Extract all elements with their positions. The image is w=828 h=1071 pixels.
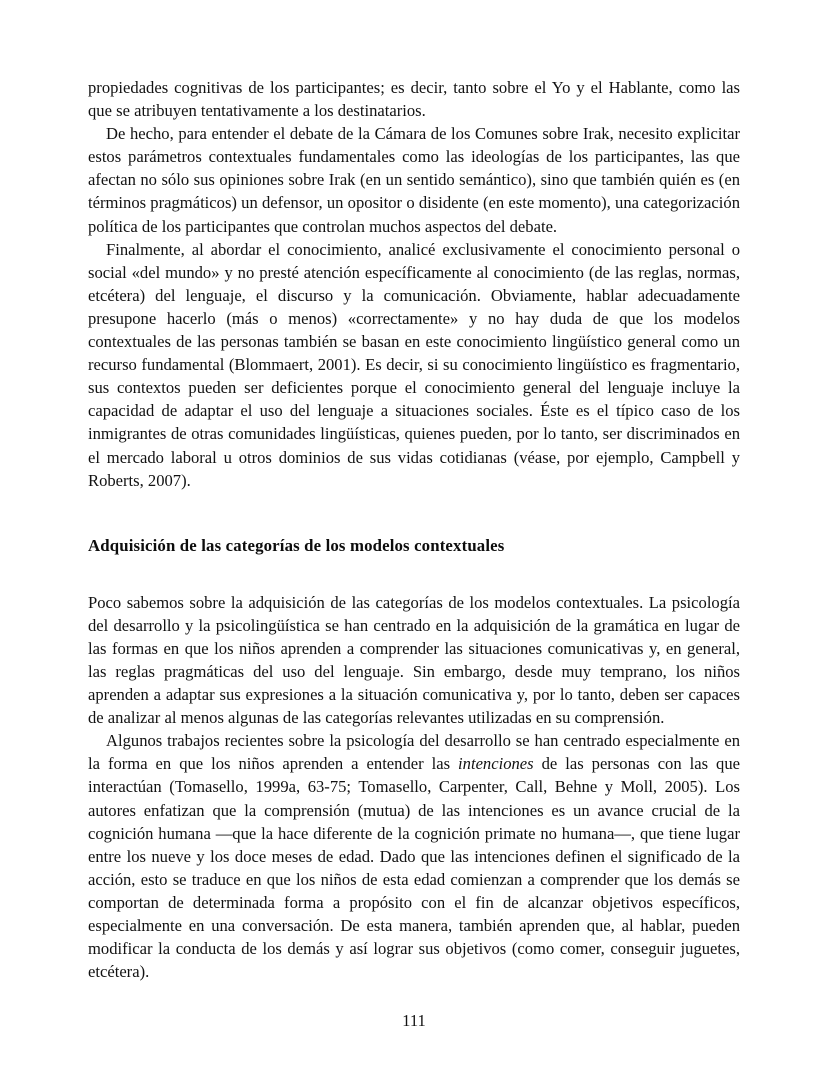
- paragraph-continuation: propiedades cognitivas de los participantes; es decir, tanto sobre el Yo y el Hablante, como las que se atribuyen tentativamente a los destinatarios.: [88, 78, 740, 121]
- section-heading: Adquisición de las categorías de los modelos contextuales: [88, 535, 505, 555]
- paragraph-finalmente: Finalmente, al abordar el conocimiento, analicé exclusivamente el conocimiento personal o social «del mundo» y no presté atención específicamente al conocimiento (de las reglas, normas, etcétera) del lenguaje, el discurso y la comunicación. Obviamente, hablar adecuadamente presupone hacerlo (más o menos) «correctamente» y no hay duda de que los modelos contextuales de las personas también se basan en este conocimiento lingüístico general como un recurso fundamental (Blommaert, 2001). Es decir, si su conocimiento lingüístico es fragmentario, sus contextos pueden ser deficientes porque el conocimiento general del lenguaje incluye la capacidad de adaptar el uso del lenguaje a situaciones sociales. Éste es el típico caso de los inmigrantes de otras comunidades lingüísticas, quienes pueden, por lo tanto, ser discriminados en el mercado laboral u otros dominios de sus vidas cotidianas (véase, por ejemplo, Campbell y Roberts, 2007).: [88, 239, 740, 490]
- italic-term-intenciones: intenciones: [458, 754, 534, 774]
- paragraph-algunos-trabajos-text-after: de las personas con las que interactúan (Tomasello, 1999a, 63-75; Tomasello, Carpenter, Call, Behne y Moll, 2005). Los autores enfatizan que la comprensión (mutua) de las intenciones es un avance crucial de la cognición humana —que la hace diferente de la cognición primate no humana—, que tiene lugar entre los nueve y los doce meses de edad. Dado que las intenciones definen el significado de la acción, esto se traduce en que los niños de esta edad comienzan a comprender que los demás se comportan de determinada forma a propósito con el fin de alcanzar objetivos específicos, especialmente en una conversación. De esta manera, también aprenden que, al hablar, pueden modificar la conducta de los demás y así lograr sus objetivos (como comer, conseguir juguetes, etcétera).: [88, 754, 740, 982]
- page-content-column: [88, 76, 740, 983]
- spacer-after-heading: [88, 557, 740, 591]
- paragraph-algunos-trabajos: [88, 729, 740, 983]
- paragraph-de-hecho: De hecho, para entender el debate de la Cámara de los Comunes sobre Irak, necesito explicitar estos parámetros contextuales fundamentales como las ideologías de los participantes, las que afectan no sólo sus opiniones sobre Irak (en un sentido semántico), sino que también quién es (en términos pragmáticos) un defensor, un opositor o disidente (en este momento), una categorización política de los participantes que controlan muchos aspectos del debate.: [88, 124, 740, 236]
- page-number: 111: [402, 1011, 426, 1030]
- paragraph-poco-sabemos: Poco sabemos sobre la adquisición de las categorías de los modelos contextuales. La psicología del desarrollo y la psicolingüística se han centrado en la adquisición de la gramática en lugar de las formas en que los niños aprenden a comprender las situaciones comunicativas y, en general, las reglas pragmáticas del uso del lenguaje. Sin embargo, desde muy temprano, los niños aprenden a adaptar sus expresiones a la situación comunicativa y, por lo tanto, deben ser capaces de analizar al menos algunas de las categorías relevantes utilizadas en su comprensión.: [88, 592, 740, 728]
- spacer-before-heading: [88, 492, 740, 535]
- paragraph-algunos-trabajos-text-before: Algunos trabajos recientes sobre la psicología del desarrollo se han centrado especialmente en la forma en que los niños aprenden a entender las: [88, 731, 740, 774]
